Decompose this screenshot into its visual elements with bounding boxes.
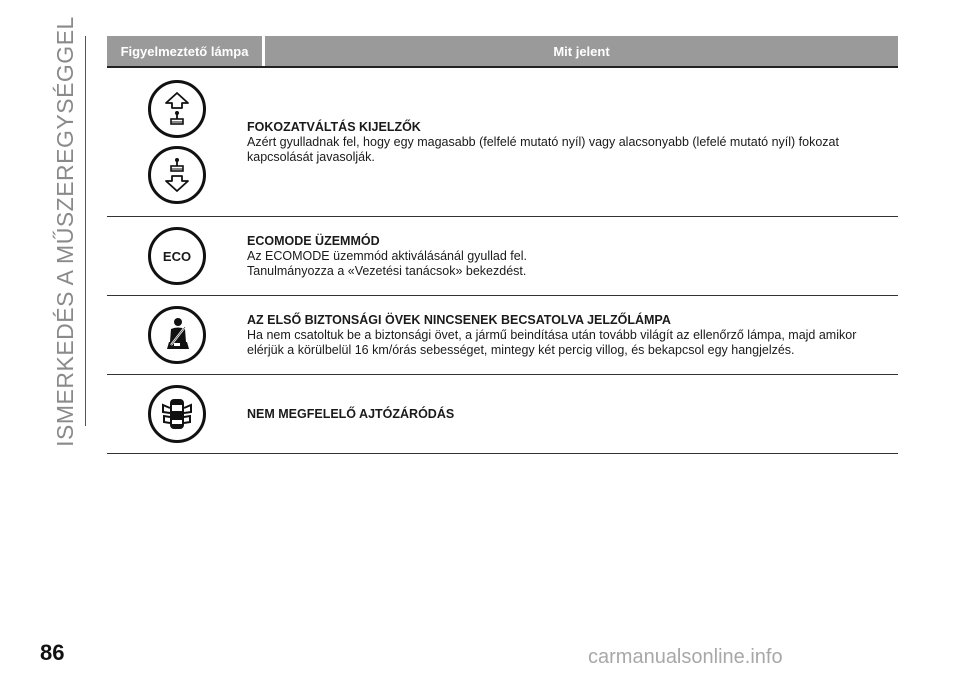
row-text-line: Tanulmányozza a «Vezetési tanácsok» bekezdést. [247,263,527,278]
description-cell [247,375,898,453]
header-lamp: Figyelmeztető lámpa [107,36,262,66]
row-title: FOKOZATVÁLTÁS KIJELZŐK [247,119,421,134]
description-cell [247,296,898,374]
section-title-text: ISMERKEDÉS A MŰSZEREGYSÉGGEL [51,15,78,447]
eco-mode-icon [148,227,206,285]
row-text: Ha nem csatoltuk be a biztonsági övet, a jármű beindítása után tovább világít az ellenőrző lámpa, majd amikor elérjük a körülbelül 16 km/órás sebességet, mintegy két percig villog, és bekapcsol egy hangjelzés. [247,327,857,357]
section-title [50,15,80,447]
header-meaning: Mit jelent [265,36,898,66]
gear-shift-down-icon [148,146,206,204]
door-lock-icon [148,385,206,443]
table-row [107,68,898,217]
icon-cell [107,296,247,374]
table-row [107,375,898,454]
icon-cell [107,375,247,453]
table-row [107,217,898,296]
icon-cell [107,217,247,295]
icon-cell [107,68,247,216]
description-cell [247,217,898,295]
row-title: ECOMODE ÜZEMMÓD [247,233,380,248]
eco-icon-label: ECO [162,248,192,264]
table-header [107,36,898,68]
watermark: carmanualsonline.info [588,646,783,668]
description-cell [247,68,898,216]
section-divider [85,36,86,426]
table-row [107,296,898,375]
row-title: NEM MEGFELELŐ AJTÓZÁRÓDÁS [247,406,455,421]
row-text: Azért gyulladnak fel, hogy egy magasabb (felfelé mutató nyíl) vagy alacsonyabb (lefelé mutató nyíl) fokozat kapcsolását javasolják. [247,134,839,164]
row-text-line: Az ECOMODE üzemmód aktiválásánál gyullad fel. [247,248,527,263]
row-title: AZ ELSŐ BIZTONSÁGI ÖVEK NINCSENEK BECSATOLVA JELZŐLÁMPA [247,312,671,327]
seatbelt-icon [148,306,206,364]
gear-shift-up-icon [148,80,206,138]
page-number: 86 [40,640,65,665]
warning-lamp-table [107,36,898,454]
